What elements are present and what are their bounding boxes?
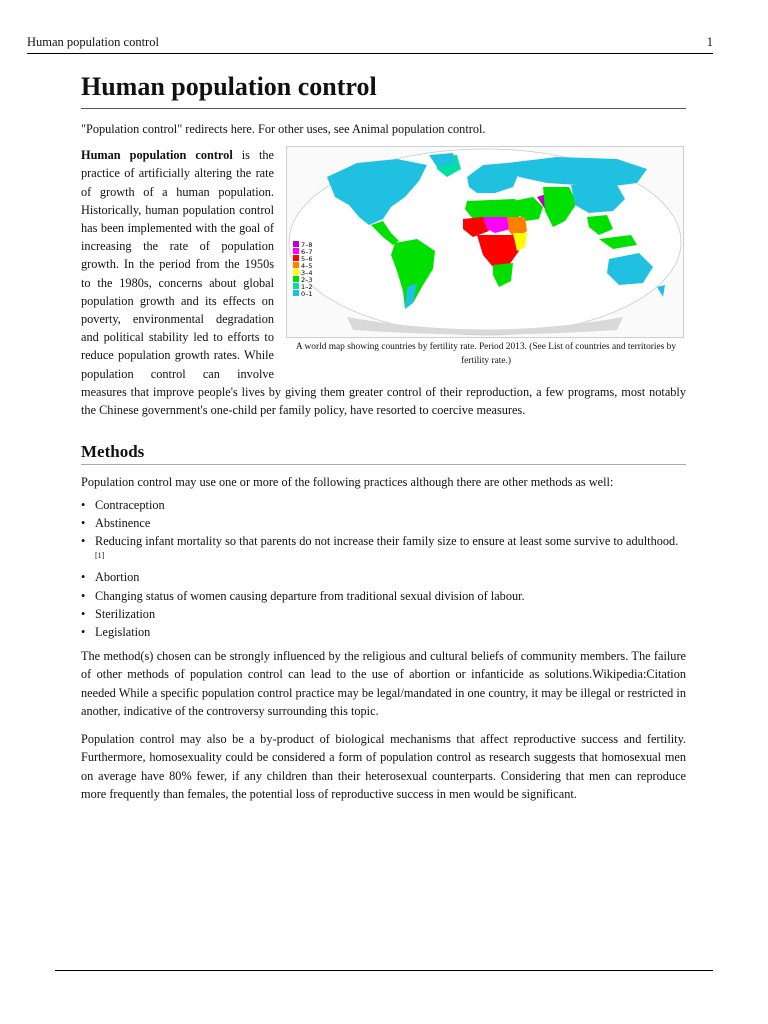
- methods-list: [81, 496, 686, 642]
- list-item: • Abortion: [95, 568, 686, 586]
- page-number: 1: [706, 35, 713, 49]
- legend-label-3: 4–5: [301, 262, 313, 271]
- list-item: • Abstinence: [95, 514, 686, 532]
- fertility-map-figure: [286, 146, 686, 368]
- legend-label-2: 5–6: [301, 255, 313, 264]
- methods-paragraph-2: Population control may also be a by-product of biological mechanisms that affect reproductive success and fertility. Furthermore, homosexuality could be considered a form of population control as research suggests that homosexual men on average have 80% fewer, if any children than their heterosexual counterparts. Considering that men can reproduce more frequently than females, the potential loss of reproductive success in men would be significant.: [81, 732, 686, 801]
- footer-rule: [55, 970, 713, 971]
- legend-label-0: 7–8: [301, 241, 313, 250]
- list-item: • Legislation: [95, 623, 686, 641]
- methods-paragraph-1: The method(s) chosen can be strongly influenced by the religious and cultural beliefs of community members. The failure of other methods of population control can lead to the use of abortion or infanticide as solutions.Wikipedia:Citation needed While a specific population control practice may be legal/mandated in one country, it may be illegal or restricted in another, indicative of the controversy surrounding this topic.: [81, 649, 686, 718]
- intro-bold-term: Human population control: [81, 148, 233, 163]
- running-header: [27, 35, 713, 54]
- list-item: • Changing status of women causing departure from traditional sexual division of labour.: [95, 587, 686, 605]
- list-item: • Contraception: [95, 496, 686, 514]
- legend-label-6: 1–2: [301, 283, 313, 292]
- intro-text: is the practice of artificially altering the rate of growth of a human population. Historically, human population control has been implemented with the goal of increasing the rate of population growth. In the period from the 1950s to the 1980s, concerns about global population growth and its effects on poverty, environmental degradation and political stability led to efforts to reduce population growth rates. While population control can involve measures that improve people's lives by giving them greater control of their reproduction, a few programs, most notably the Chinese government's one-child per family policy, have resorted to coercive measures.: [81, 148, 686, 418]
- world-map-image: [287, 147, 683, 337]
- article-body: [81, 120, 686, 813]
- methods-lead: Population control may use one or more of the following practices although there are other methods as well:: [81, 475, 614, 490]
- hatnote: "Population control" redirects here. For other uses, see Animal population control.: [81, 122, 486, 136]
- citation-ref[interactable]: [1]: [95, 551, 105, 561]
- running-header-title: Human population control: [27, 35, 159, 49]
- figure-caption: A world map showing countries by fertility rate. Period 2013. (See List of countries and territories by fertility rate.): [295, 342, 677, 367]
- world-fertility-map[interactable]: [286, 146, 684, 338]
- list-item: • Sterilization: [95, 605, 686, 623]
- list-item-text: Reducing infant mortality so that parents do not increase their family size to ensure at least some survive to adulthood.: [95, 534, 679, 549]
- legend-label-4: 3–4: [301, 269, 313, 278]
- legend-label-1: 6–7: [301, 248, 313, 257]
- legend-label-7: 0–1: [301, 290, 313, 299]
- legend-label-5: 2–3: [301, 276, 313, 285]
- page-title: Human population control: [81, 72, 686, 109]
- list-item: [95, 532, 686, 568]
- fertility-legend: [293, 241, 313, 298]
- section-heading-methods: Methods: [81, 443, 686, 465]
